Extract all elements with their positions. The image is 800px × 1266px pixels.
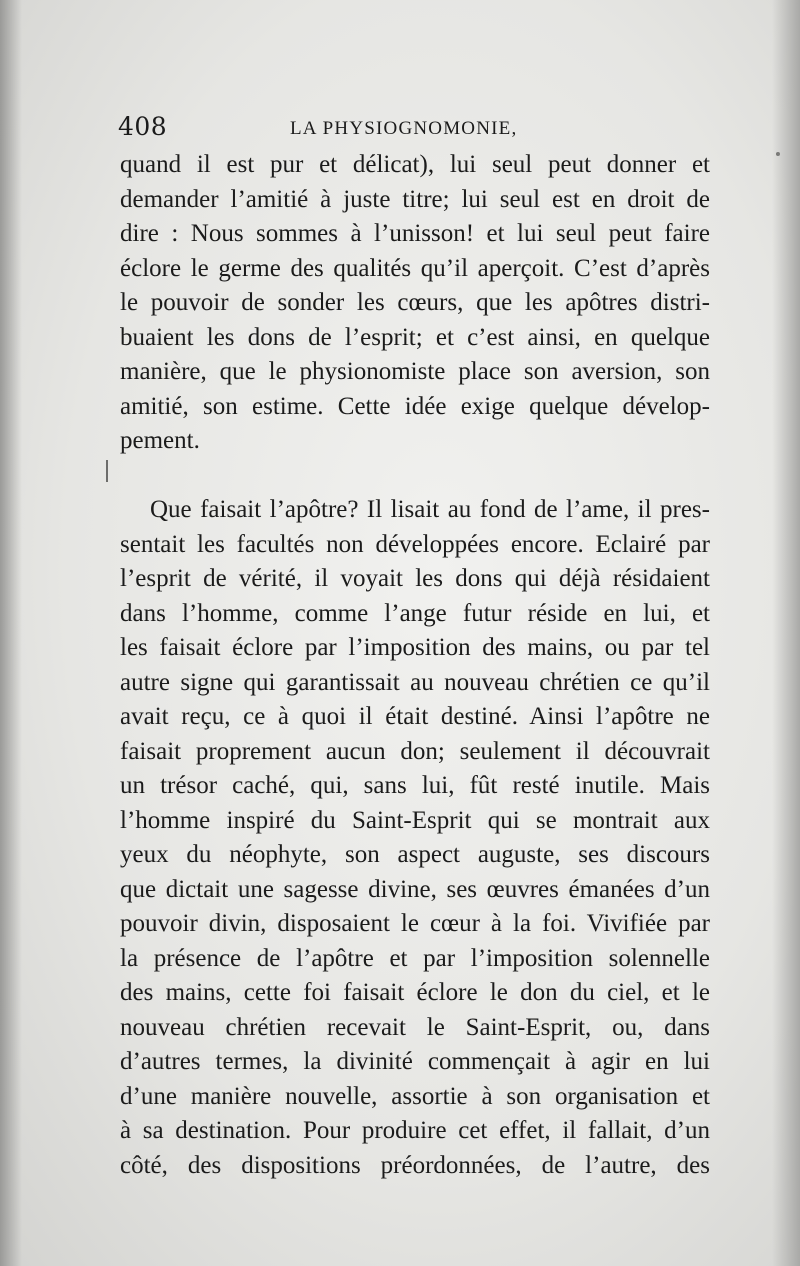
text-line: l’esprit de vérité, il voyait les dons qui déjà résidaient — [120, 565, 710, 592]
text-line: l’homme inspiré du Saint-Esprit qui se montrait aux — [120, 806, 710, 834]
text-line: quand il est pur et délicat), lui seul peut donner et — [120, 151, 710, 178]
text-line: faisait proprement aucun don; seulement il découvrait — [120, 737, 710, 765]
text-line: dans l’homme, comme l’ange futur réside en lui, et — [120, 599, 710, 627]
text-line: que dictait une sagesse divine, ses œuvres émanées d’un — [120, 875, 710, 903]
body-text — [120, 148, 710, 1183]
text-line: buaient les dons de l’esprit; et c’est ainsi, en quelque — [120, 323, 710, 351]
text-line: éclore le germe des qualités qu’il aperçoit. C’est d’après — [120, 254, 710, 282]
text-line: avait reçu, ce à quoi il était destiné. Ainsi l’apôtre ne — [120, 703, 710, 730]
text-line: d’autres termes, la divinité commençait à agir en lui — [120, 1048, 710, 1075]
text-line: à sa destination. Pour produire cet effet, il fallait, d’un — [120, 1117, 710, 1144]
running-head: LA PHYSIOGNOMONIE, — [290, 118, 518, 139]
text-line: le pouvoir de sonder les cœurs, que les apôtres distri- — [120, 289, 710, 316]
paragraph-spacer — [120, 459, 710, 494]
text-line: nouveau chrétien recevait le Saint-Esprit, ou, dans — [120, 1013, 710, 1041]
text-line: des mains, cette foi faisait éclore le don du ciel, et le — [120, 979, 710, 1006]
text-line: la présence de l’apôtre et par l’imposition solennelle — [120, 944, 710, 972]
text-line: un trésor caché, qui, sans lui, fût resté inutile. Mais — [120, 772, 710, 799]
margin-mark — [106, 460, 108, 482]
paragraph-2 — [120, 493, 710, 1183]
text-line: Que faisait l’apôtre? Il lisait au fond de l’ame, il pres- — [150, 496, 710, 523]
page-header — [118, 112, 708, 152]
text-line: pement. — [120, 427, 200, 454]
text-line: côté, des dispositions préordonnées, de l’autre, des — [120, 1151, 710, 1179]
text-line: sentait les facultés non développées encore. Eclairé par — [120, 530, 710, 558]
text-line: dire : Nous sommes à l’unisson! et lui seul peut faire — [120, 220, 710, 247]
text-line: amitié, son estime. Cette idée exige quelque dévelop- — [120, 392, 710, 420]
ink-speck — [776, 152, 780, 156]
text-line: d’une manière nouvelle, assortie à son organisation et — [120, 1082, 710, 1110]
text-line: manière, que le physionomiste place son aversion, son — [120, 358, 710, 385]
text-line: yeux du néophyte, son aspect auguste, ses discours — [120, 841, 710, 868]
text-line: les faisait éclore par l’imposition des mains, ou par tel — [120, 634, 710, 661]
text-line: pouvoir divin, disposaient le cœur à la foi. Vivifiée par — [120, 910, 710, 937]
text-line: demander l’amitié à juste titre; lui seul est en droit de — [120, 185, 710, 213]
text-line: autre signe qui garantissait au nouveau chrétien ce qu’il — [120, 668, 710, 696]
paragraph-1 — [120, 148, 710, 459]
page-number: 408 — [118, 112, 168, 141]
